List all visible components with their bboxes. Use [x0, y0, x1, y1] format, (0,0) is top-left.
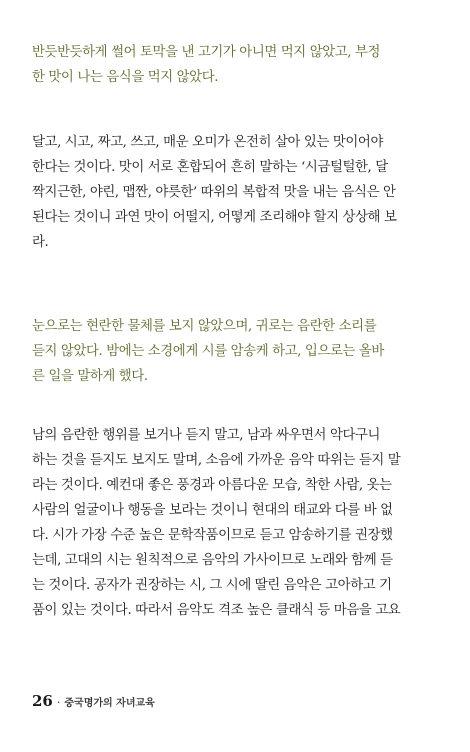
- page-number: 26: [32, 692, 53, 710]
- footer-separator: ·: [56, 696, 61, 709]
- page-footer: [32, 692, 155, 712]
- text-line: 달고, 시고, 짜고, 쓰고, 매운 오미가 온전히 살아 있는 맛이어야: [32, 135, 383, 150]
- text-line: 품이 있는 것이다. 따라서 음악도 격조 높은 클래식 등 마음을 고요: [32, 603, 401, 618]
- text-line: 한다는 것이다. 맛이 서로 혼합되어 흔히 말하는 ‘시금털털한, 달: [32, 160, 388, 175]
- text-line: 하는 것을 듣지도 보지도 말며, 소음에 가까운 음악 따위는 듣지 말: [32, 453, 401, 468]
- paragraph-1: [32, 130, 438, 255]
- running-title: 중국명가의 자녀교육: [64, 698, 155, 709]
- text-line: 는데, 고대의 시는 원칙적으로 음악의 가사이므로 노래와 함께 듣: [32, 553, 393, 568]
- paragraph-2: [32, 423, 438, 623]
- text-line: 는 것이다. 공자가 권장하는 시, 그 시에 딸린 음악은 고아하고 기: [32, 578, 392, 593]
- text-line: 한 맛이 나는 음식을 먹지 않았다.: [32, 70, 219, 85]
- text-line: 른 일을 말하게 했다.: [32, 369, 148, 384]
- text-line: 남의 음란한 행위를 보거나 듣지 말고, 남과 싸우면서 악다구니: [32, 428, 381, 443]
- text-line: 반듯반듯하게 썰어 토막을 낸 고기가 아니면 먹지 않았고, 부정: [32, 45, 381, 60]
- text-line: 사람의 얼굴이나 행동을 보라는 것이니 현대의 태교와 다를 바 없: [32, 503, 393, 518]
- quote-block-1: [32, 40, 438, 90]
- text-line: 된다는 것이니 과연 맛이 어떨지, 어떻게 조리해야 할지 상상해 보: [32, 210, 397, 225]
- text-line: 라.: [32, 235, 49, 250]
- text-line: 듣지 않았다. 밤에는 소경에게 시를 암송케 하고, 입으로는 올바: [32, 344, 384, 359]
- text-line: 라는 것이다. 예컨대 좋은 풍경과 아름다운 모습, 착한 사람, 옷는: [32, 478, 392, 493]
- text-line: 다. 시가 가장 수준 높은 문학작품이므로 듣고 암송하기를 권장했: [32, 528, 393, 543]
- text-line: 짝지근한, 야린, 맵짠, 야릇한’ 따위의 복합적 맛을 내는 음식은 안: [32, 185, 396, 200]
- quote-block-2: [32, 314, 438, 389]
- text-line: 눈으로는 현란한 물체를 보지 않았으며, 귀로는 음란한 소리를: [32, 319, 377, 334]
